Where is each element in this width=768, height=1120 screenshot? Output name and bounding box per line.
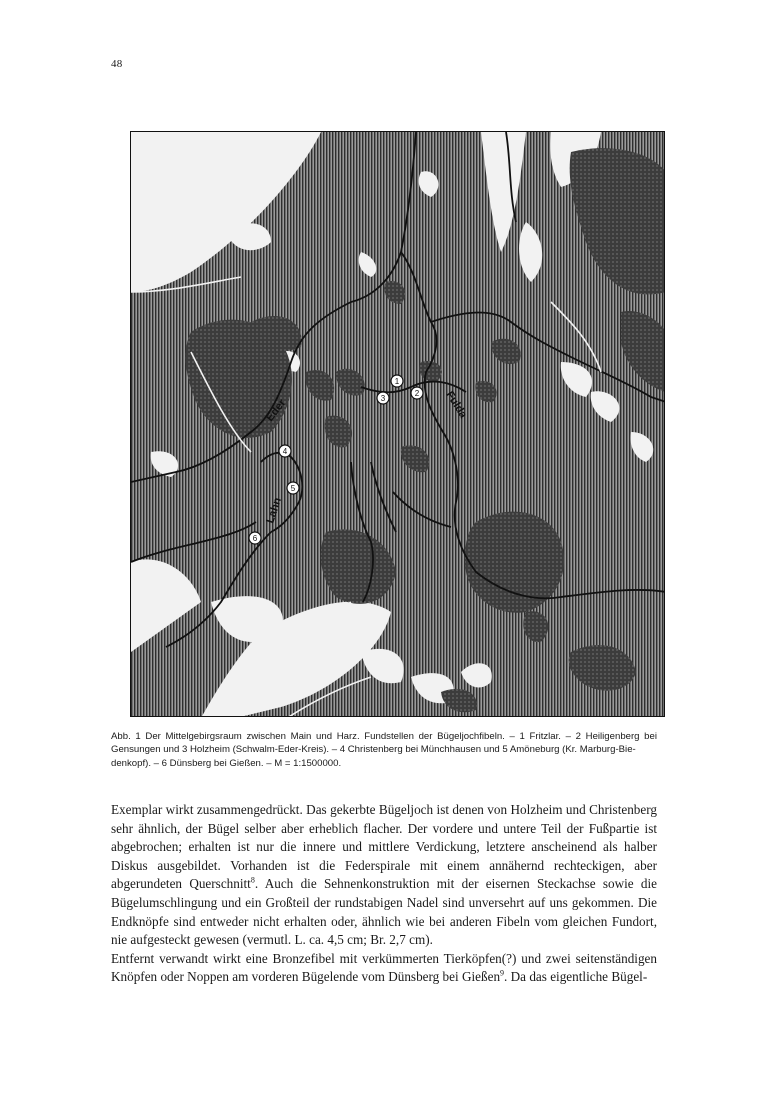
svg-text:2: 2 — [414, 389, 420, 398]
svg-text:5: 5 — [290, 484, 296, 493]
caption-text: Abb. 1 Der Mittelgebirgsraum zwischen Main und Harz. Fundstellen der Bügeljochfibeln. – 1 Fritzlar. – 2 Heiligenberg bei Gensungen und 3 Holzheim (Schwalm-Eder-Kreis). – 4 Christenberg bei Münchhausen und 5 Amöneburg (Kr. Marburg-Bie- — [111, 731, 657, 756]
site-marker-3 — [377, 392, 389, 404]
paragraph-1-text: Exemplar wirkt zusammengedrückt. Das gekerbte Bügeljoch ist denen von Holzheim und Christenberg sehr ähnlich, der Bügel selber aber erheblich flacher. Der vordere und untere Teil der Fußpartie ist abgebrochen; erhalten ist nur die innere und mittlere Verdickung, letztere anscheinend als halber Diskus ausgebildet. Vorhanden ist die Federspirale mit einem annähernd rechteckigen, aber abgerundeten Querschnitt — [111, 802, 657, 892]
map-figure — [130, 131, 665, 717]
figure-caption — [111, 730, 657, 770]
river-label-fulda: Fulda — [443, 389, 470, 421]
paragraph-2 — [111, 950, 657, 987]
caption-last-line: denkopf). – 6 Dünsberg bei Gießen. – M = 1:1500000. — [111, 757, 342, 769]
site-marker-4 — [279, 445, 291, 457]
paragraph-2-text: Entfernt verwandt wirkt eine Bronzefibel mit verkümmerten Tierköpfen(?) und zwei seitenständigen Knöpfen oder Noppen am vorderen Bügelende vom Dünsberg bei Gießen — [111, 950, 657, 985]
paragraph-1 — [111, 801, 657, 950]
site-marker-2 — [411, 387, 423, 399]
river-label-eder: Eder — [263, 397, 289, 424]
site-marker-1 — [391, 375, 403, 387]
paragraph-2-continued: . Da das eigentliche Bügel- — [504, 969, 648, 985]
body-text — [111, 801, 657, 987]
footnote-ref-8[interactable]: 8 — [250, 875, 255, 885]
footnote-ref-9[interactable]: 9 — [500, 968, 505, 978]
svg-text:3: 3 — [380, 394, 386, 403]
svg-text:6: 6 — [252, 534, 258, 543]
site-marker-5 — [287, 482, 299, 494]
svg-text:4: 4 — [282, 447, 288, 456]
river-label-lahn: Lahn — [264, 496, 284, 525]
paragraph-1-continued: . Auch die Sehnenkonstruktion mit der eisernen Steckachse sowie die Bügelumschlingung und ein Großteil der rundstabigen Nadel sind unversehrt auf uns gekommen. Die Endknöpfe sind entweder nicht erhalten oder, ähnlich wie bei anderen Fibeln vom gleichen Fundort, nie aufgesteckt gewesen (vermutl. L. ca. 4,5 cm; Br. 2,7 cm). — [111, 876, 658, 948]
page-number: 48 — [111, 58, 123, 70]
svg-text:1: 1 — [394, 377, 400, 386]
site-marker-6 — [249, 532, 261, 544]
